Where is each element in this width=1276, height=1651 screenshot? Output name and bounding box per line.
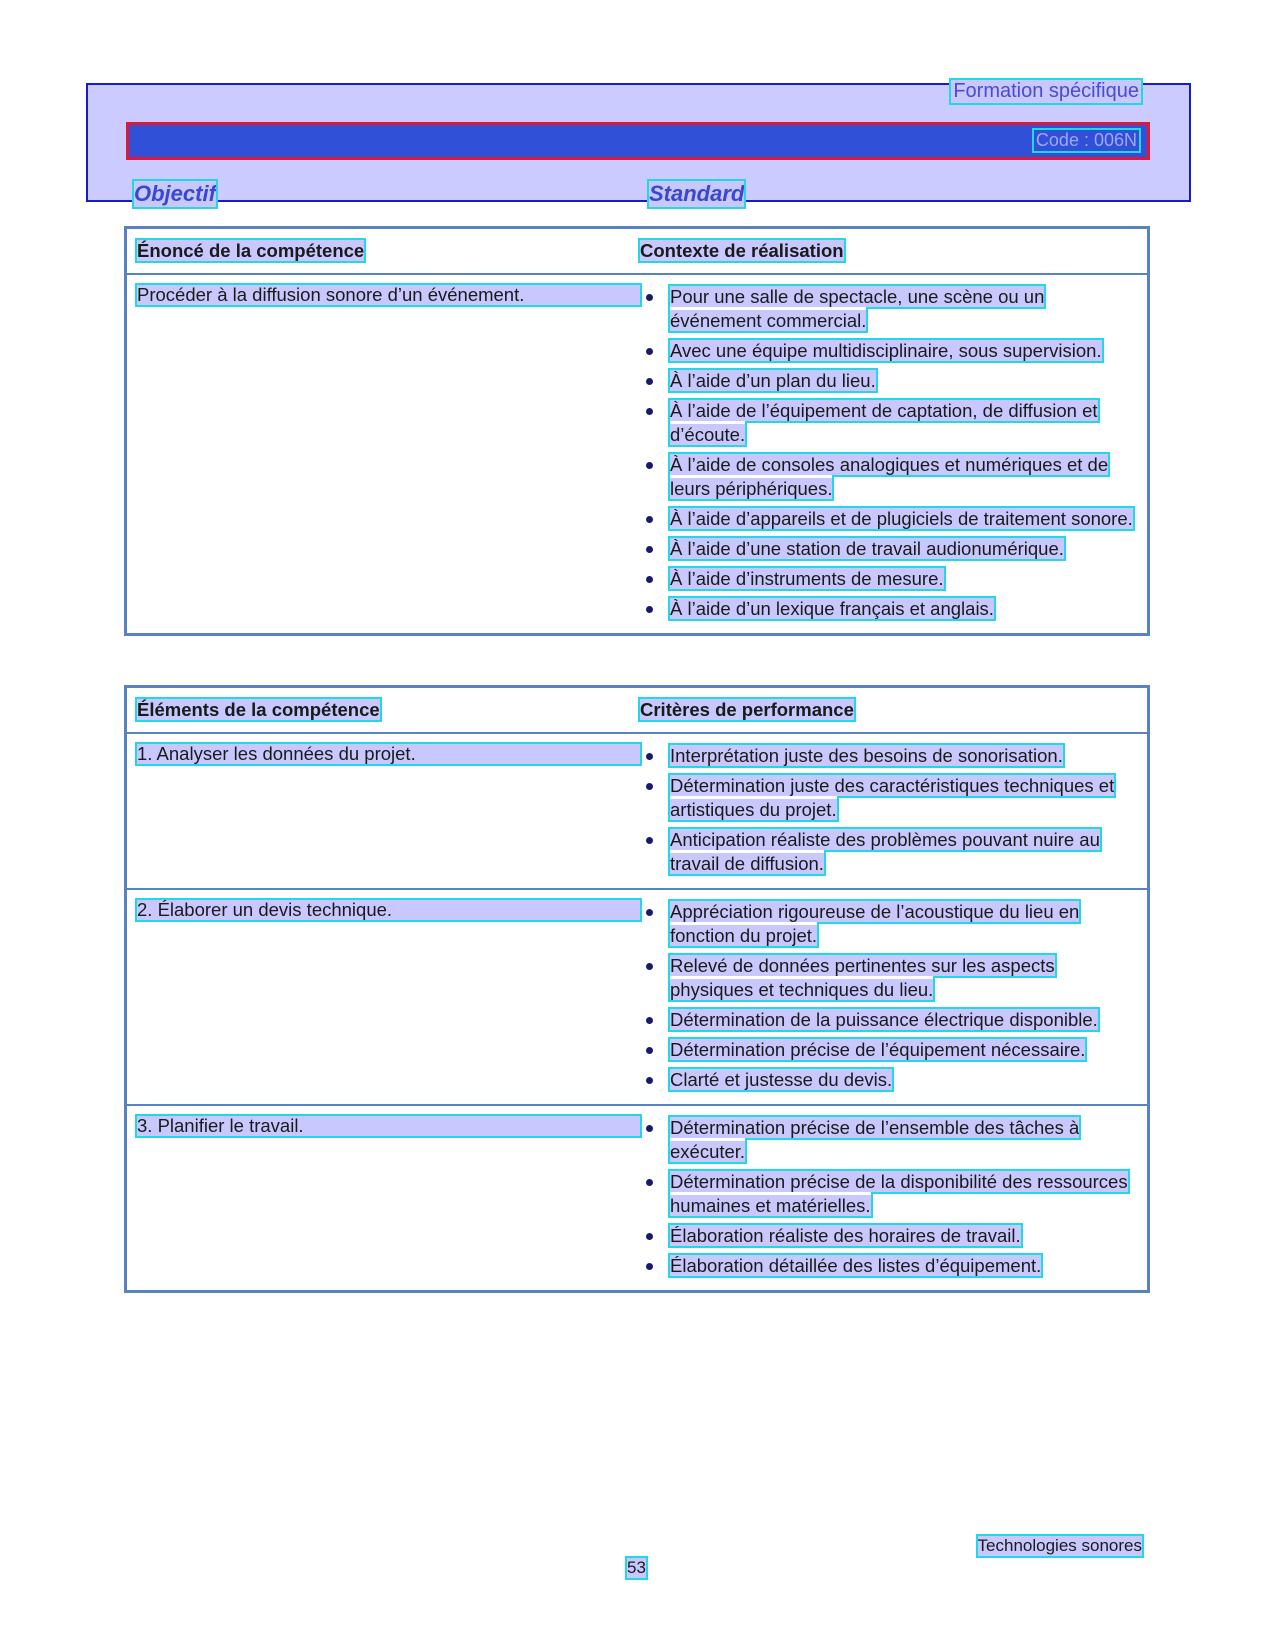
bullet-icon [646,546,653,553]
bullet-text: À l’aide de l’équipement de captation, de diffusion et d’écoute. [670,400,1098,445]
bullet-text: Détermination précise de l’équipement nécessaire. [670,1039,1086,1060]
table-header [127,229,1147,275]
bullet-text: Détermination précise de l’ensemble des tâches à exécuter. [670,1117,1080,1162]
bullet-text: Interprétation juste des besoins de sonorisation. [670,745,1063,766]
bullet-text: À l’aide d’instruments de mesure. [670,568,944,589]
statement-heading: Énoncé de la compétence [137,240,365,261]
bullet-text: Relevé de données pertinentes sur les aspects physiques et techniques du lieu. [670,955,1055,1000]
row-label: Procéder à la diffusion sonore d’un événement. [137,285,640,305]
list-item [640,567,1137,591]
bullet-icon [646,576,653,583]
table-row [127,734,1147,888]
page-number: 53 [627,1558,646,1577]
bullet-icon [646,1263,653,1270]
list-item [640,828,1137,876]
bullet-text: Élaboration détaillée des listes d’équipement. [670,1255,1042,1276]
bullet-icon [646,1077,653,1084]
bullet-icon [646,963,653,970]
bullet-icon [646,348,653,355]
bullet-list [640,1116,1137,1278]
bullet-list [640,285,1137,621]
list-item [640,1116,1137,1164]
standard-heading: Standard [649,181,745,206]
list-item [640,1254,1137,1278]
row-label: 1. Analyser les données du projet. [137,744,640,764]
bullet-icon [646,378,653,385]
bullet-icon [646,1179,653,1186]
list-item [640,1008,1137,1032]
bullet-icon [646,408,653,415]
row-label: 3. Planifier le travail. [137,1116,640,1136]
bullet-text: Élaboration réaliste des horaires de travail. [670,1225,1021,1246]
code-label: Code : 006N [1035,130,1137,150]
context-heading: Contexte de réalisation [640,240,844,261]
list-item [640,507,1137,531]
bullet-icon [646,1233,653,1240]
bullet-icon [646,606,653,613]
competence-elements-table [124,685,1150,1293]
elements-heading: Éléments de la compétence [137,699,380,720]
list-item [640,1170,1137,1218]
bullet-text: Anticipation réaliste des problèmes pouvant nuire au travail de diffusion. [670,829,1100,874]
bullet-icon [646,1017,653,1024]
list-item [640,1038,1137,1062]
table-row [127,1104,1147,1290]
bullet-icon [646,783,653,790]
list-item [640,900,1137,948]
bullet-text: Détermination de la puissance électrique disponible. [670,1009,1098,1030]
list-item [640,597,1137,621]
bullet-icon [646,1125,653,1132]
bullet-text: Appréciation rigoureuse de l’acoustique du lieu en fonction du projet. [670,901,1080,946]
list-item [640,399,1137,447]
bullet-icon [646,462,653,469]
bullet-icon [646,837,653,844]
bullet-text: À l’aide de consoles analogiques et numériques et de leurs périphériques. [670,454,1109,499]
formation-label: Formation spécifique [953,80,1139,102]
bullet-text: Pour une salle de spectacle, une scène ou un événement commercial. [670,286,1045,331]
bullet-icon [646,909,653,916]
bullet-icon [646,516,653,523]
criteria-heading: Critères de performance [640,699,854,720]
competence-statement-table [124,226,1150,636]
row-label: 2. Élaborer un devis technique. [137,900,640,920]
objectif-heading: Objectif [134,181,216,206]
list-item [640,453,1137,501]
list-item [640,369,1137,393]
list-item [640,774,1137,822]
code-bar [126,122,1150,160]
list-item [640,285,1137,333]
bullet-list [640,744,1137,876]
bullet-text: À l’aide d’une station de travail audionumérique. [670,538,1064,559]
bullet-icon [646,753,653,760]
list-item [640,537,1137,561]
table-row [127,275,1147,633]
list-item [640,1068,1137,1092]
bullet-icon [646,1047,653,1054]
bullet-text: Clarté et justesse du devis. [670,1069,893,1090]
bullet-text: Avec une équipe multidisciplinaire, sous supervision. [670,340,1102,361]
bullet-icon [646,294,653,301]
list-item [640,339,1137,363]
footer-title: Technologies sonores [977,1536,1142,1555]
list-item [640,744,1137,768]
bullet-text: Détermination précise de la disponibilité des ressources humaines et matérielles. [670,1171,1128,1216]
list-item [640,954,1137,1002]
bullet-text: Détermination juste des caractéristiques techniques et artistiques du projet. [670,775,1115,820]
bullet-text: À l’aide d’un lexique français et anglais. [670,598,994,619]
bullet-text: À l’aide d’appareils et de plugiciels de traitement sonore. [670,508,1133,529]
list-item [640,1224,1137,1248]
table-row [127,888,1147,1104]
table-header [127,688,1147,734]
header-block [86,80,1191,206]
bullet-list [640,900,1137,1092]
bullet-text: À l’aide d’un plan du lieu. [670,370,876,391]
